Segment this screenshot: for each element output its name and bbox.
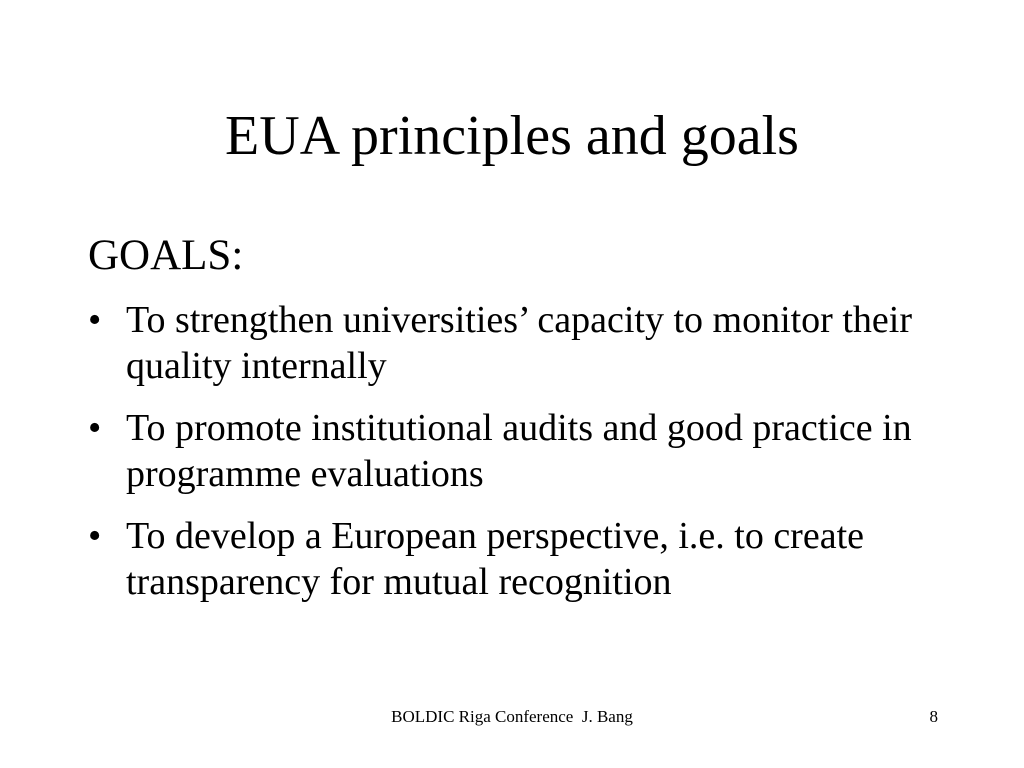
- page-number: 8: [929, 707, 938, 726]
- slide-title: EUA principles and goals: [225, 105, 799, 167]
- list-item: [88, 513, 968, 605]
- list-item: [88, 405, 968, 497]
- bullet-icon: •: [88, 299, 102, 341]
- list-item-text: To develop a European perspective, i.e. to create transparency for mutual recognition: [126, 515, 864, 603]
- list-item-text: To strengthen universities’ capacity to monitor their quality internally: [126, 299, 912, 387]
- bullet-icon: •: [88, 407, 102, 449]
- goals-list: [88, 297, 968, 621]
- list-item: [88, 297, 968, 389]
- goals-heading: GOALS:: [88, 232, 244, 279]
- bullet-icon: •: [88, 515, 102, 557]
- footer-caption: BOLDIC Riga Conference J. Bang: [391, 707, 633, 726]
- list-item-text: To promote institutional audits and good practice in programme evaluations: [126, 407, 912, 495]
